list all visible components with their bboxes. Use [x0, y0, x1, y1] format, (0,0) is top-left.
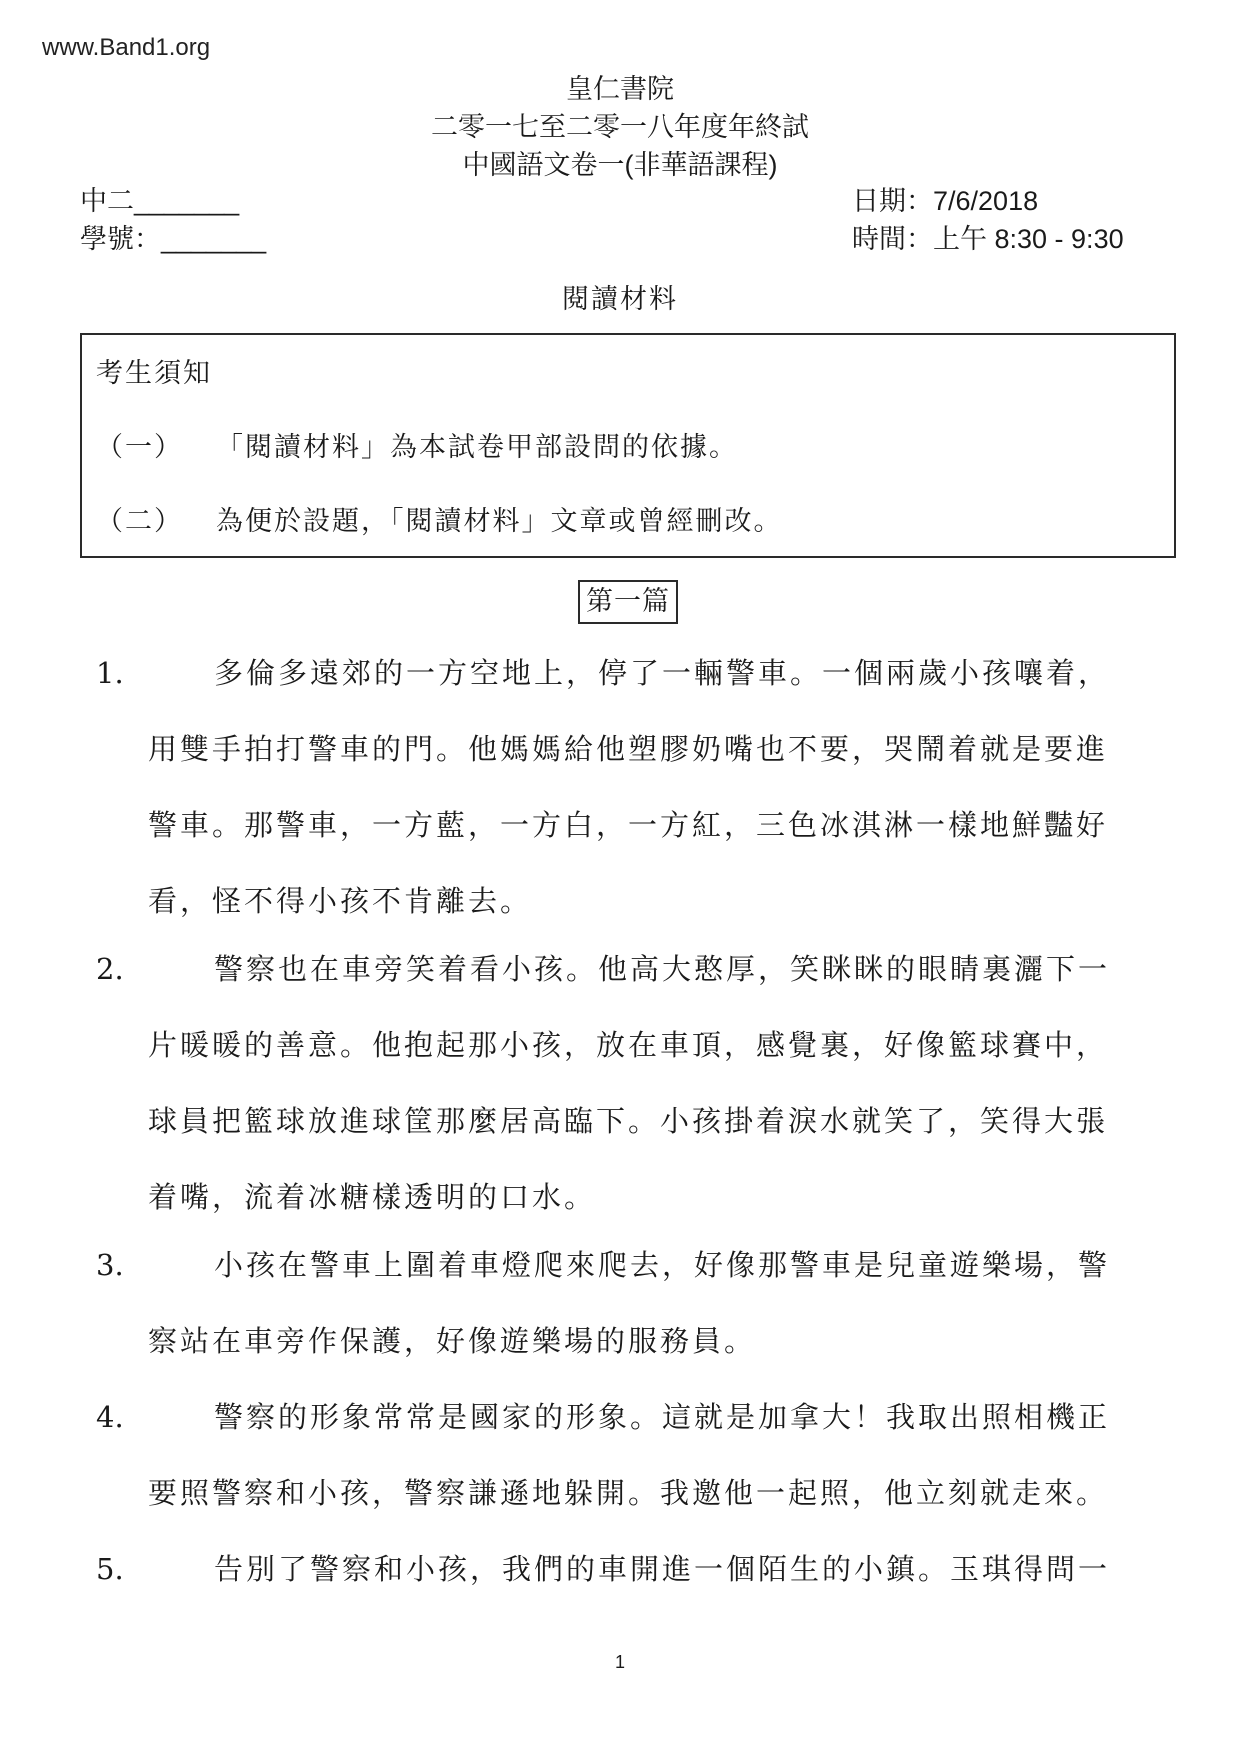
paragraph-line: 球員把籃球放進球筐那麼居高臨下。小孩掛着淚水就笑了，笑得大張 [148, 1104, 1109, 1138]
notice-item-text: 為便於設題，「閱讀材料」文章或曾經刪改。 [216, 506, 783, 537]
paragraph-number: 3. [96, 1248, 124, 1282]
paragraph-line: 看，怪不得小孩不肯離去。 [148, 884, 533, 918]
exam-date: 日期：7/6/2018 [852, 186, 1039, 216]
paragraph-line: 片暖暖的善意。他抱起那小孩，放在車頂，感覺裏，好像籃球賽中， [148, 1028, 1109, 1062]
paragraph-number: 4. [96, 1400, 124, 1434]
notice-item [96, 505, 783, 539]
notice-item-label: （二） [96, 506, 183, 537]
paragraph-line: 着嘴，流着冰糖樣透明的口水。 [148, 1180, 597, 1214]
paragraph-line: 要照警察和小孩，警察謙遜地躲開。我邀他一起照，他立刻就走來。 [148, 1476, 1109, 1510]
notice-item [96, 431, 738, 465]
paragraph-line: 察站在車旁作保護，好像遊樂場的服務員。 [148, 1324, 757, 1358]
notice-item-label: （一） [96, 432, 183, 463]
exam-title: 二零一七至二零一八年度年終試 [431, 112, 809, 142]
exam-time: 時間：上午 8:30 - 9:30 [852, 224, 1124, 254]
paragraph-number: 5. [96, 1552, 124, 1586]
paragraph-line: 警察也在車旁笑着看小孩。他高大憨厚，笑眯眯的眼睛裏灑下一 [214, 952, 1111, 986]
paragraph-line: 小孩在警車上圍着車燈爬來爬去，好像那警車是兒童遊樂場，警 [214, 1248, 1111, 1282]
paper-title: 中國語文卷一(非華語課程) [462, 150, 778, 180]
section-heading: 閱讀材料 [562, 284, 678, 314]
student-number-field: 學號：_______ [80, 224, 267, 254]
paragraph-number: 1. [96, 656, 124, 690]
school-name: 皇仁書院 [566, 74, 674, 104]
class-field: 中二_______ [80, 186, 240, 216]
paragraph-line: 多倫多遠郊的一方空地上，停了一輛警車。一個兩歲小孩嚷着， [214, 656, 1111, 690]
watermark-url: www.Band1.org [42, 34, 211, 61]
paragraph-line: 警車。那警車，一方藍，一方白，一方紅，三色冰淇淋一樣地鮮豔好 [148, 808, 1109, 842]
paragraph-line: 用雙手拍打警車的門。他媽媽給他塑膠奶嘴也不要，哭鬧着就是要進 [148, 732, 1109, 766]
paragraph-line: 警察的形象常常是國家的形象。這就是加拿大！我取出照相機正 [214, 1400, 1111, 1434]
passage-title: 第一篇 [578, 580, 678, 624]
paragraph-line: 告別了警察和小孩，我們的車開進一個陌生的小鎮。玉琪得問一 [214, 1552, 1111, 1586]
page-number: 1 [614, 1652, 625, 1672]
paragraph-number: 2. [96, 952, 124, 986]
notice-title: 考生須知 [96, 358, 212, 389]
candidate-notice-box [80, 333, 1176, 558]
notice-item-text: 「閱讀材料」為本試卷甲部設問的依據。 [216, 432, 738, 463]
